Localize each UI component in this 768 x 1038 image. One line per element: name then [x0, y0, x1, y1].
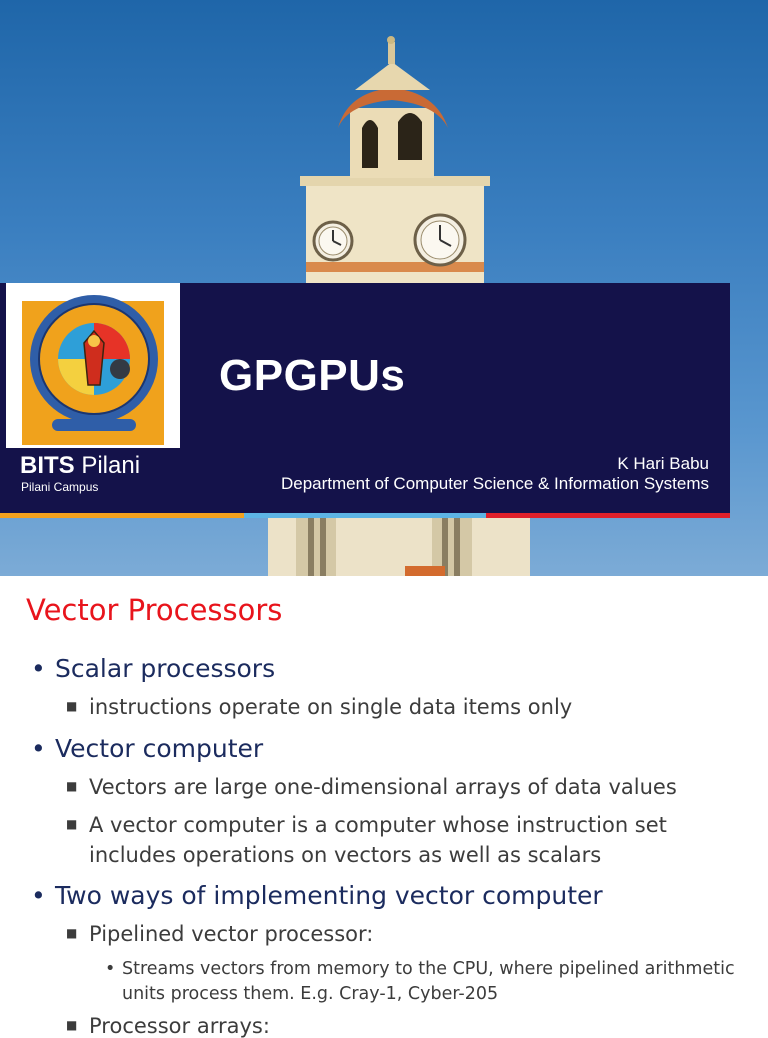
brand-rest: Pilani: [74, 452, 141, 479]
bullet-dot-icon: •: [31, 734, 46, 763]
bullet-text: Processor arrays:: [89, 1014, 270, 1038]
stripe-red: [486, 513, 730, 518]
bullet-text: Pipelined vector processor:: [89, 922, 374, 946]
sub-bullet-item: [66, 1014, 270, 1038]
bullet-text: Scalar processors: [55, 654, 276, 683]
stripe-blue: [244, 513, 486, 518]
presentation-title: GPGPUs: [219, 351, 406, 400]
bullet-text: Two ways of implementing vector computer: [55, 881, 603, 910]
bullet-item: [31, 654, 275, 683]
bullet-dot-icon: •: [31, 881, 46, 910]
content-slide: [0, 576, 768, 1038]
bullet-text: Vectors are large one-dimensional arrays of data values: [89, 775, 677, 799]
bullet-text: A vector computer is a computer whose instruction set: [89, 813, 667, 837]
sub-bullet-item: [66, 813, 667, 837]
bullet-dot-icon: •: [31, 654, 46, 683]
bullet-text: Streams vectors from memory to the CPU, where pipelined arithmetic: [122, 959, 735, 979]
bullet-text: Vector computer: [55, 734, 264, 763]
campus-label: Pilani Campus: [21, 480, 99, 494]
sub-bullet-item: [66, 695, 572, 719]
slide-heading: Vector Processors: [26, 593, 283, 627]
bullet-square-icon: ■: [66, 926, 78, 940]
stripe-orange: [0, 513, 244, 518]
sub-bullet-item: [66, 922, 373, 946]
bullet-item: [31, 734, 263, 763]
bullet-square-icon: ■: [66, 779, 78, 793]
sub-bullet-item: [66, 775, 677, 799]
bullet-dot-icon: •: [105, 959, 116, 979]
sub-sub-bullet-item: [105, 959, 735, 979]
bullet-square-icon: ■: [66, 817, 78, 831]
bullet-continuation: includes operations on vectors as well as scalars: [89, 843, 602, 867]
bullet-continuation: units process them. E.g. Cray-1, Cyber-205: [122, 984, 499, 1004]
bullet-square-icon: ■: [66, 1018, 78, 1032]
bits-pilani-brand: [20, 452, 140, 480]
author-name: K Hari Babu: [617, 454, 709, 473]
bullet-square-icon: ■: [66, 699, 78, 713]
bullet-text: instructions operate on single data items only: [89, 695, 573, 719]
bits-logo: [6, 283, 180, 448]
brand-bold: BITS: [20, 452, 75, 479]
department-name: Department of Computer Science & Information Systems: [280, 474, 709, 493]
bullet-item: [31, 881, 603, 910]
